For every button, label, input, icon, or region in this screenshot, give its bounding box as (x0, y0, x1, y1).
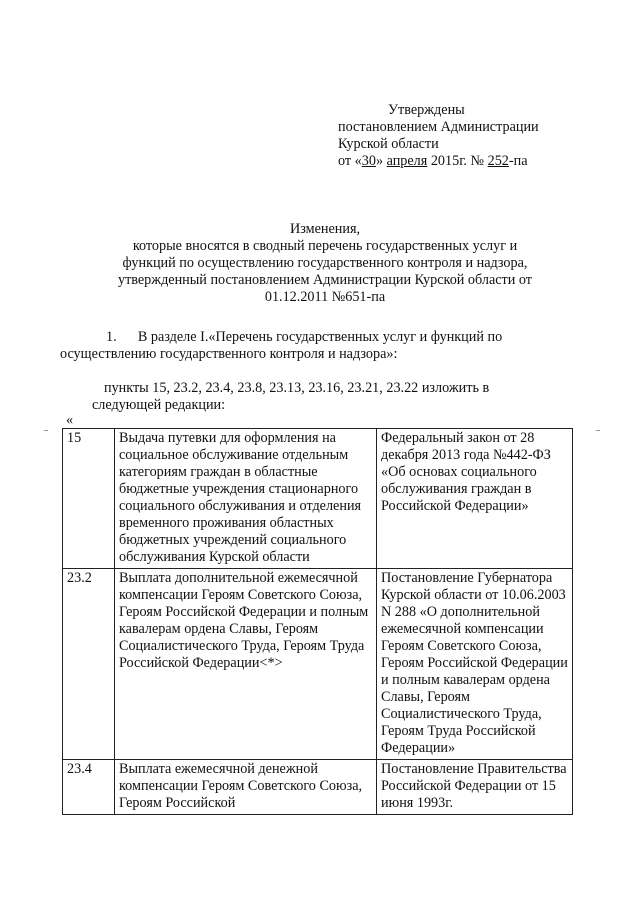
open-quote: « (66, 412, 74, 428)
row-number: 23.2 (63, 569, 115, 760)
approval-line: Утверждены (388, 102, 465, 118)
service-name: Выдача путевки для оформления на социальное обслуживание отдельным категориям граждан в областные бюджетные учреждения стационарного социального обслуживания и отделения временного проживания областных бюджетных учреждений социального обслуживания Курской области (115, 429, 377, 569)
title-line: 01.12.2011 №651-па (264, 289, 386, 305)
title-line: утвержденный постановлением Администрации Курской области от (117, 272, 533, 288)
approval-date-line (338, 153, 598, 170)
paragraph-1 (60, 329, 590, 363)
title-line: функций по осуществлению государственного контроля и надзора, (122, 255, 528, 271)
scan-mark (44, 430, 48, 431)
date-mid: » (375, 153, 384, 169)
date-prefix: от « (338, 153, 362, 169)
table-row (63, 429, 573, 569)
date-day: 30 (361, 153, 376, 169)
approval-line: Курской области (338, 136, 439, 152)
title-line: которые вносятся в сводный перечень государственных услуг и (132, 238, 518, 254)
row-number: 15 (63, 429, 115, 569)
legal-basis: Постановление Губернатора Курской области от 10.06.2003 N 288 «О дополнительной ежемесячной компенсации Героям Советского Союза, Героям Российской Федерации и полным кавалерам ордена Славы, Героям Социалистического Труда, Героям Труда Российской Федерации» (377, 569, 573, 760)
services-table (62, 428, 573, 815)
row-number: 23.4 (63, 760, 115, 815)
paragraph-line: осуществлению государственного контроля и надзора»: (60, 346, 398, 362)
legal-basis: Федеральный закон от 28 декабря 2013 года №442-ФЗ «Об основах социального обслуживания граждан в Российской Федерации» (377, 429, 573, 569)
service-name: Выплата ежемесячной денежной компенсации Героям Советского Союза, Героям Российской (115, 760, 377, 815)
paragraph-2 (92, 380, 592, 414)
legal-basis: Постановление Правительства Российской Федерации от 15 июня 1993г. (377, 760, 573, 815)
paragraph-line: пункты 15, 23.2, 23.4, 23.8, 23.13, 23.16, 23.21, 23.22 изложить в (104, 380, 490, 396)
document-title (60, 221, 590, 306)
service-name: Выплата дополнительной ежемесячной компенсации Героям Советского Союза, Героям Российской Федерации и полным кавалерам ордена Славы, Героям Социалистического Труда, Героям Труда Российской Федерации<*> (115, 569, 377, 760)
table-row (63, 760, 573, 815)
scan-mark (596, 430, 600, 431)
paragraph-line: следующей редакции: (92, 397, 226, 413)
approval-line: постановлением Администрации (338, 119, 539, 135)
paragraph-line: 1. В разделе I.«Перечень государственных услуг и функций по (106, 329, 503, 345)
title-line: Изменения, (289, 221, 361, 237)
decree-suffix: -па (508, 153, 528, 169)
table-row (63, 569, 573, 760)
decree-number: 252 (487, 153, 509, 169)
approval-block (338, 102, 598, 170)
date-month: апреля (386, 153, 428, 169)
date-year: 2015г. № (430, 153, 485, 169)
